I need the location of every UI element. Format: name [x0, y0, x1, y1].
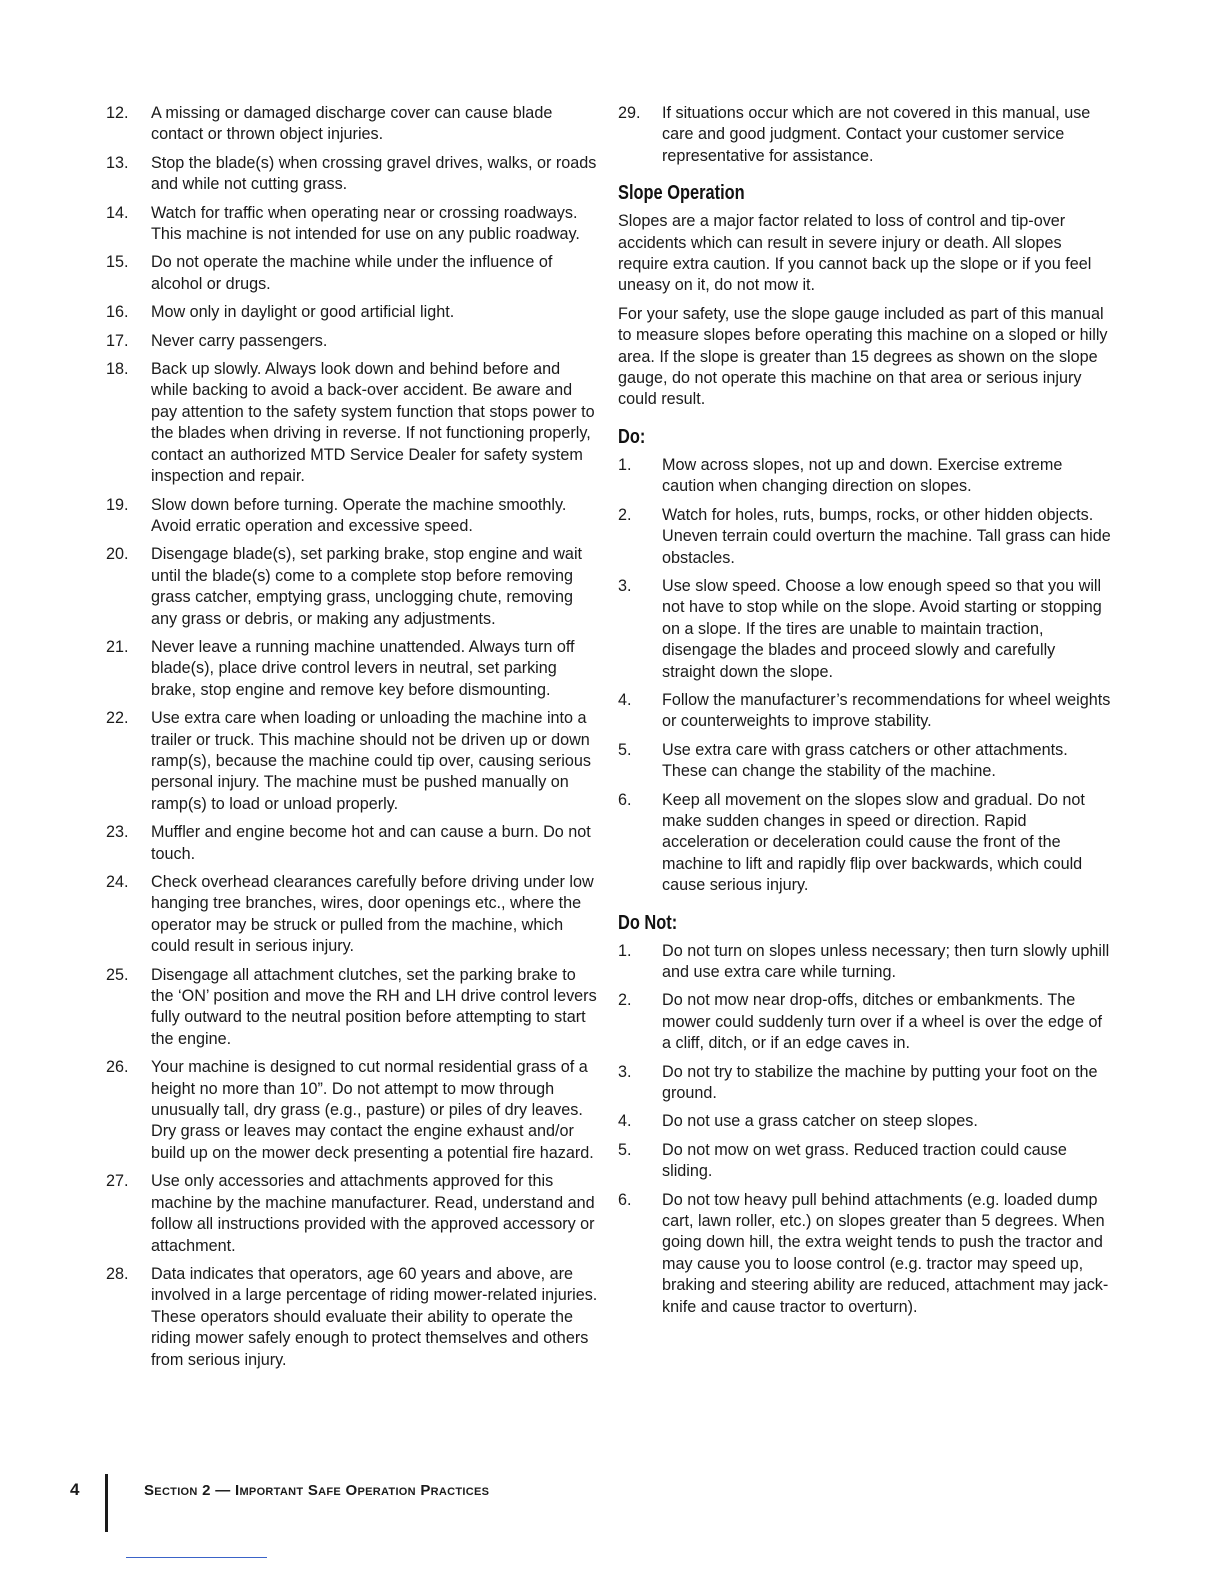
- item-number: 23.: [106, 823, 129, 842]
- section-title: Section 2 — Important Safe Operation Practices: [144, 1482, 490, 1499]
- list-item: [618, 941, 1112, 984]
- list-item: [106, 1057, 600, 1164]
- item-text: Back up slowly. Always look down and behind before and while backing to avoid a back-over accident. Be aware and pay attention to the safety system function that stops power to the blades when driving in reverse. If not functioning properly, contact an authorized MTD Service Dealer for safety system inspection and repair.: [151, 360, 595, 486]
- item-number: 2.: [618, 505, 632, 524]
- list-item: [618, 455, 1112, 498]
- item-number: 1.: [618, 941, 632, 960]
- list-item: [618, 505, 1112, 569]
- footer-divider: [105, 1474, 108, 1532]
- item-number: 22.: [106, 709, 129, 728]
- item-text: Stop the blade(s) when crossing gravel drives, walks, or roads and while not cutting grass.: [151, 153, 597, 194]
- item-text: Use extra care with grass catchers or other attachments. These can change the stability of the machine.: [662, 740, 1068, 781]
- list-item: [618, 1062, 1112, 1105]
- item-number: 28.: [106, 1264, 129, 1283]
- item-text: Do not try to stabilize the machine by putting your foot on the ground.: [662, 1062, 1098, 1103]
- item-text: Do not use a grass catcher on steep slopes.: [662, 1112, 978, 1131]
- list-item: [106, 965, 600, 1051]
- item-text: Disengage all attachment clutches, set the parking brake to the ‘ON’ position and move the RH and LH drive control levers fully outward to the neutral position before attempting to start the engine.: [151, 965, 597, 1048]
- do-not-heading: Do Not:: [618, 911, 678, 934]
- list-item: [106, 203, 600, 246]
- bottom-link-underline: [126, 1557, 267, 1558]
- do-heading: Do:: [618, 425, 646, 448]
- item-text: Data indicates that operators, age 60 years and above, are involved in a large percentage of riding mower-related injuries. These operators should evaluate their ability to operate the riding mower safely enough to protect themselves and others from serious injury.: [151, 1264, 598, 1369]
- item-number: 3.: [618, 1062, 632, 1081]
- item-text: Use slow speed. Choose a low enough speed so that you will not have to stop while on the slope. Avoid starting or stopping on a slope. If the tires are unable to maintain traction, disengage the blades and proceed slowly and carefully straight down the slope.: [662, 576, 1102, 681]
- item-text: Watch for holes, ruts, bumps, rocks, or other hidden objects. Uneven terrain could overturn the machine. Tall grass can hide obstacles.: [662, 505, 1111, 567]
- item-text: Mow only in daylight or good artificial light.: [151, 303, 455, 322]
- item-number: 16.: [106, 303, 129, 322]
- item-text: Do not mow on wet grass. Reduced traction could cause sliding.: [662, 1140, 1067, 1181]
- item-number: 15.: [106, 253, 129, 272]
- item-number: 25.: [106, 965, 129, 984]
- item-text: Mow across slopes, not up and down. Exercise extreme caution when changing direction on slopes.: [662, 455, 1063, 496]
- list-item: [106, 495, 600, 538]
- slope-operation-heading: Slope Operation: [618, 182, 745, 205]
- item-number: 5.: [618, 1140, 632, 1159]
- item-number: 4.: [618, 1112, 632, 1131]
- item-number: 1.: [618, 455, 632, 474]
- list-item: [618, 740, 1112, 783]
- item-number: 2.: [618, 991, 632, 1010]
- item-text: Use only accessories and attachments approved for this machine by the machine manufacturer. Read, understand and follow all instructions provided with the approved accessory or attachment.: [151, 1172, 595, 1255]
- list-item: [106, 822, 600, 865]
- item-number: 14.: [106, 203, 129, 222]
- slope-paragraph: For your safety, use the slope gauge included as part of this manual to measure slopes before operating this machine on a sloped or hilly area. If the slope is greater than 15 degrees as shown on the slope gauge, do not operate this machine on that area or serious injury could result.: [618, 304, 1108, 409]
- item-text: Watch for traffic when operating near or crossing roadways. This machine is not intended for use on any public roadway.: [151, 203, 580, 244]
- item-text: Use extra care when loading or unloading the machine into a trailer or truck. This machine should not be driven up or down ramp(s), because the machine could tip over, causing serious personal injury. The machine must be pushed manually on ramp(s) to load or unload properly.: [151, 709, 591, 813]
- list-item: [618, 576, 1112, 683]
- list-item: [618, 1190, 1112, 1318]
- item-number: 29.: [618, 104, 641, 122]
- list-item: [106, 103, 600, 146]
- list-item: [618, 1111, 1112, 1132]
- list-item: [106, 708, 600, 815]
- list-item: [106, 544, 600, 630]
- do-list: [618, 455, 1112, 897]
- item-text: Disengage blade(s), set parking brake, stop engine and wait until the blade(s) come to a complete stop before removing grass catcher, emptying grass, unclogging chute, removing any grass or debris, or making any adjustments.: [151, 545, 583, 628]
- list-item: [106, 637, 600, 701]
- item-number: 13.: [106, 153, 129, 172]
- list-item: [106, 153, 600, 196]
- item-number: 6.: [618, 1190, 632, 1209]
- item-number: 4.: [618, 690, 632, 709]
- item-text: Do not operate the machine while under the influence of alcohol or drugs.: [151, 253, 553, 293]
- item-text: Never leave a running machine unattended. Always turn off blade(s), place drive control levers in neutral, set parking brake, stop engine and remove key before dismounting.: [151, 637, 575, 699]
- list-item-29: [618, 103, 1112, 167]
- item-number: 21.: [106, 637, 129, 656]
- item-text: A missing or damaged discharge cover can cause blade contact or thrown object injuries.: [151, 104, 553, 144]
- item-number: 5.: [618, 740, 632, 759]
- list-item: [106, 252, 600, 295]
- right-column: [618, 103, 1112, 1325]
- list-item: [106, 872, 600, 958]
- list-item: [106, 331, 600, 352]
- left-column: [106, 103, 600, 1378]
- item-text: Do not turn on slopes unless necessary; then turn slowly uphill and use extra care while turning.: [662, 941, 1110, 981]
- list-item: [106, 1264, 600, 1371]
- item-text: Follow the manufacturer’s recommendations for wheel weights or counterweights to improve stability.: [662, 690, 1111, 731]
- item-number: 17.: [106, 331, 129, 350]
- item-text: If situations occur which are not covered in this manual, use care and good judgment. Contact your customer service representative for assistance.: [662, 104, 1091, 165]
- list-item: [618, 690, 1112, 733]
- item-text: Keep all movement on the slopes slow and gradual. Do not make sudden changes in speed or direction. Rapid acceleration or deceleration could cause the front of the machine to lift and rapidly flip over backwards, which could cause serious injury.: [662, 790, 1085, 895]
- item-text: Slow down before turning. Operate the machine smoothly. Avoid erratic operation and excessive speed.: [151, 495, 567, 535]
- list-item: [618, 1140, 1112, 1183]
- item-text: Do not mow near drop-offs, ditches or embankments. The mower could suddenly turn over if a wheel is over the edge of a cliff, ditch, or if an edge caves in.: [662, 991, 1103, 1053]
- item-text: Never carry passengers.: [151, 331, 328, 350]
- item-number: 3.: [618, 576, 632, 595]
- item-number: 6.: [618, 790, 632, 809]
- slope-paragraph: Slopes are a major factor related to loss of control and tip-over accidents which can result in severe injury or death. All slopes require extra caution. If you cannot back up the slope or if you feel uneasy on it, do not mow it.: [618, 212, 1092, 295]
- item-text: Check overhead clearances carefully before driving under low hanging tree branches, wires, door openings etc., where the operator may be struck or pulled from the machine, which could result in serious injury.: [151, 873, 594, 956]
- list-item: [106, 359, 600, 487]
- item-number: 27.: [106, 1172, 129, 1191]
- page-footer: [0, 1474, 1224, 1544]
- do-not-list: [618, 941, 1112, 1319]
- item-number: 12.: [106, 104, 129, 122]
- list-item: [618, 790, 1112, 897]
- page-number: 4: [70, 1480, 80, 1499]
- list-item: [618, 990, 1112, 1054]
- item-text: Your machine is designed to cut normal residential grass of a height no more than 10”. Do not attempt to mow through unusually tall, dry grass (e.g., pasture) or piles of dry leaves. Dry grass or leaves may contact the engine exhaust and/or build up on the mower deck presenting a potential fire hazard.: [151, 1058, 594, 1162]
- list-item: [106, 302, 600, 323]
- item-text: Muffler and engine become hot and can cause a burn. Do not touch.: [151, 823, 591, 863]
- item-number: 24.: [106, 873, 129, 891]
- item-number: 18.: [106, 360, 129, 379]
- list-item: [106, 1171, 600, 1257]
- item-number: 26.: [106, 1058, 129, 1077]
- item-text: Do not tow heavy pull behind attachments (e.g. loaded dump cart, lawn roller, etc.) on slopes greater than 5 degrees. When going down hill, the extra weight tends to push the tractor and may cause you to loose control (e.g. tractor may speed up, braking and steering ability are reduced, attachment may jack-knife and cause tractor to overturn).: [662, 1190, 1109, 1316]
- safety-list: [106, 103, 600, 1371]
- item-number: 20.: [106, 545, 129, 564]
- item-number: 19.: [106, 495, 129, 514]
